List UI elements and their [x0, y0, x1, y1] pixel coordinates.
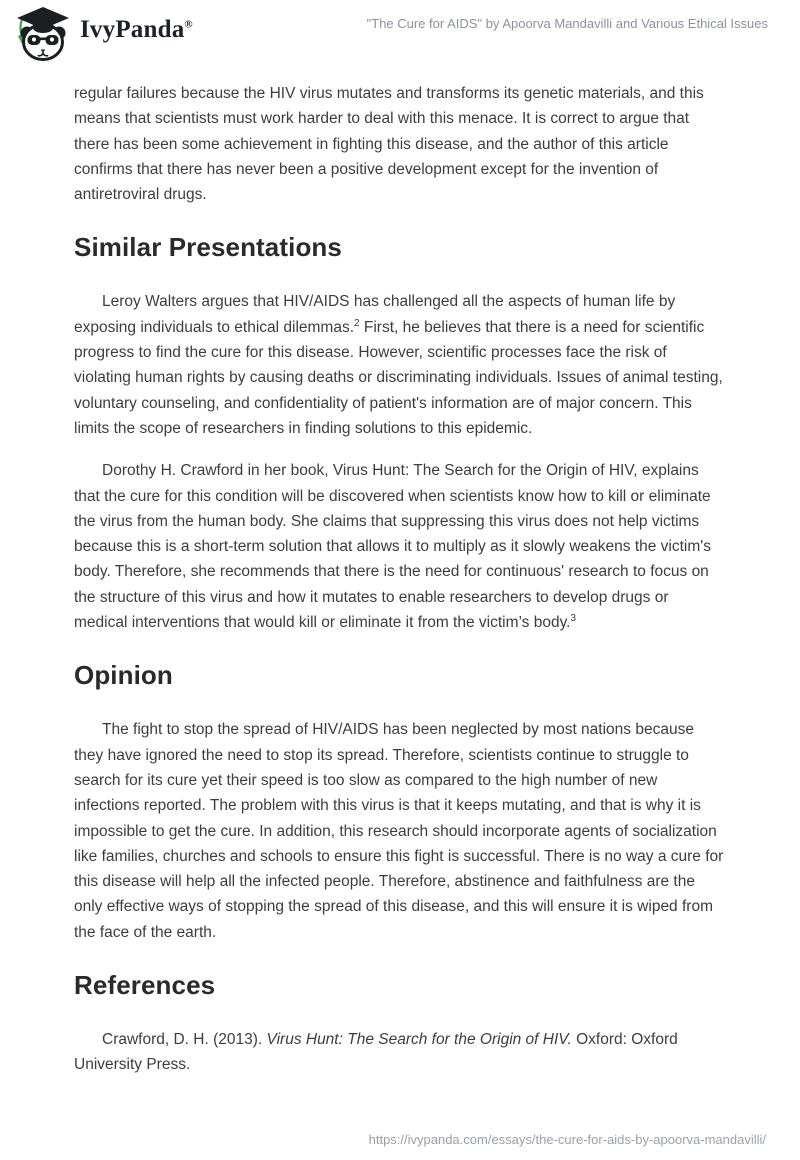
article [74, 81, 726, 1078]
text-run: The fight to stop the spread of HIV/AIDS has been neglected by most nations because they have ignored the need to stop its spread. Therefore, scientists continue to struggle to search for its cure yet their speed is too slow as compared to the high number of new infections reported. The problem with this virus is that it keeps mutating, and that is why it is impossible to get the cure. In addition, this research should incorporate agents of socialization like families, churches and schools to ensure this fight is successful. There is no way a cure for this disease will help all the infected people. Therefore, abstinence and faithfulness are the only effective ways of stopping the spread of this disease, and this will ensure it is wiped from the face of the earth. [74, 721, 724, 941]
footnote-ref: 2 [354, 317, 360, 329]
document-title: "The Cure for AIDS" by Apoorva Mandavilli and Various Ethical Issues [366, 16, 768, 31]
section-heading: References [74, 970, 216, 1001]
registered-mark: ® [184, 18, 193, 31]
section-heading: Opinion [74, 660, 173, 691]
paragraph [74, 289, 726, 441]
footnote-ref: 3 [570, 612, 577, 624]
text-run: Leroy Walters argues that HIV/AIDS has challenged all the aspects of human life by exposing individuals to ethical dilemmas. [74, 293, 676, 336]
brand-name [80, 16, 193, 44]
paragraph [74, 81, 726, 207]
source-url: https://ivypanda.com/essays/the-cure-for-aids-by-apoorva-mandavilli/ [368, 1132, 766, 1147]
italic-text: Virus Hunt: The Search for the Origin of HIV. [266, 1031, 572, 1049]
brand-text: IvyPanda [80, 16, 185, 43]
paragraph [74, 458, 726, 635]
text-run: Crawford, D. H. (2013). [102, 1031, 267, 1049]
page-header [0, 0, 800, 64]
text-run: Oxford: Oxford University Press. [74, 1031, 678, 1074]
section-heading: Similar Presentations [74, 232, 342, 263]
text-run: regular failures because the HIV virus mutates and transforms its genetic materials, and this means that scientists must work harder to deal with this menace. It is correct to argue that there has been some achievement in fighting this disease, and the author of this article confirms that there has never been a positive development except for the invention of antiretroviral drugs. [74, 85, 704, 204]
panda-graduate-icon [14, 5, 72, 63]
text-run: Dorothy H. Crawford in her book, Virus Hunt: The Search for the Origin of HIV, explains that the cure for this condition will be discovered when scientists know how to kill or eliminate the virus from the human body. She claims that suppressing this virus does not help victims because this is a short-term solution that allows it to multiply as it slowly weakens the victim's body. Therefore, she recommends that there is the need for continuous' research to focus on the structure of this virus and how it mutates to enable researchers to develop drugs or medical interventions that would kill or eliminate it from the victim’s body. [74, 462, 711, 632]
paragraph [74, 1027, 726, 1078]
paragraph [74, 717, 726, 945]
text-run: First, he believes that there is a need for scientific progress to find the cure for this disease. However, scientific processes face the risk of violating human rights by causing deaths or discriminating individuals. Issues of animal testing, voluntary counseling, and confidentiality of patient's information are of major concern. This limits the scope of researchers in finding solutions to this epidemic. [74, 318, 723, 437]
ivypanda-logo-icon [14, 5, 72, 63]
